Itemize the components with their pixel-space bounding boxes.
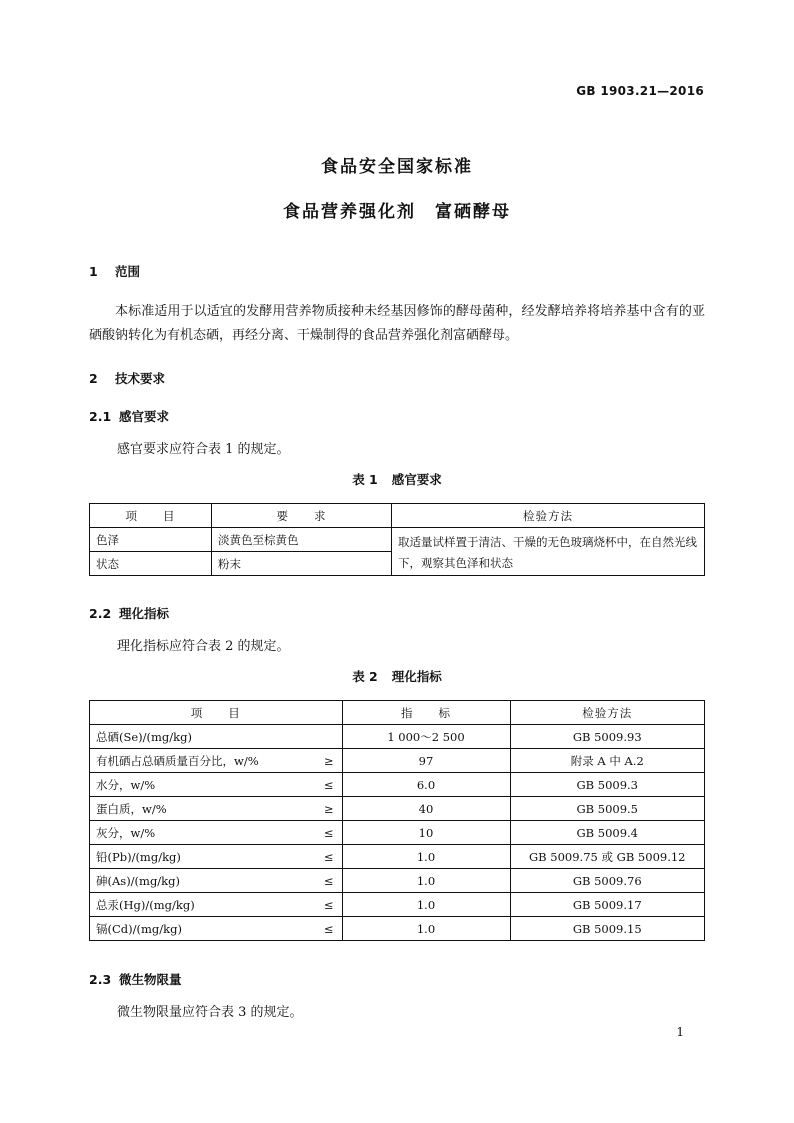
test-method-cell: GB 5009.5	[510, 797, 705, 821]
column-header: 指 标	[342, 701, 510, 725]
comparator-cell: ≤	[308, 893, 343, 917]
column-header: 项 目	[90, 504, 212, 528]
item-cell: 铅(Pb)/(mg/kg)	[90, 845, 308, 869]
section-2-3-heading	[89, 970, 182, 988]
section-1-paragraph: 本标准适用于以适宜的发酵用营养物质接种未经基因修饰的酵母菌种，经发酵培养将培养基中含有的亚硒酸钠转化为有机态硒，再经分离、干燥制得的食品营养强化剂富硒酵母。	[89, 304, 705, 343]
column-header: 检验方法	[392, 504, 705, 528]
item-cell: 镉(Cd)/(mg/kg)	[90, 917, 308, 941]
item-cell: 状态	[90, 552, 212, 576]
test-method-cell: GB 5009.4	[510, 821, 705, 845]
section-title: 技术要求	[115, 371, 166, 386]
value-cell: 10	[342, 821, 510, 845]
item-cell: 总硒(Se)/(mg/kg)	[90, 725, 308, 749]
comparator-cell: ≥	[308, 749, 343, 773]
table-header-row	[90, 504, 705, 528]
item-cell: 水分，w/%	[90, 773, 308, 797]
table-1-caption	[0, 470, 794, 488]
table-row	[90, 869, 705, 893]
sensory-requirements-table	[89, 503, 705, 576]
table-caption-text: 感官要求	[391, 472, 442, 487]
column-header: 项 目	[90, 701, 343, 725]
value-cell: 40	[342, 797, 510, 821]
table-row	[90, 725, 705, 749]
item-cell: 色泽	[90, 528, 212, 552]
section-title: 理化指标	[119, 606, 170, 621]
table-caption-text: 理化指标	[391, 669, 442, 684]
table-row	[90, 528, 705, 552]
test-method-cell: GB 5009.3	[510, 773, 705, 797]
item-cell: 灰分，w/%	[90, 821, 308, 845]
section-number: 1	[89, 264, 98, 279]
physicochemical-table	[89, 700, 705, 941]
section-2-3-paragraph: 微生物限量应符合表 3 的规定。	[117, 1005, 303, 1020]
item-cell: 蛋白质，w/%	[90, 797, 308, 821]
column-header: 检验方法	[510, 701, 705, 725]
table-row	[90, 773, 705, 797]
item-cell: 总汞(Hg)/(mg/kg)	[90, 893, 308, 917]
table-header-row	[90, 701, 705, 725]
comparator-cell: ≤	[308, 773, 343, 797]
document-subtitle: 食品营养强化剂 富硒酵母	[283, 202, 511, 222]
table-row	[90, 797, 705, 821]
section-2-1-heading	[89, 407, 169, 425]
document-title: 食品安全国家标准	[321, 157, 473, 177]
table-row	[90, 821, 705, 845]
test-method-cell: GB 5009.93	[510, 725, 705, 749]
section-number: 2	[89, 371, 98, 386]
section-title: 范围	[115, 264, 141, 279]
comparator-cell: ≤	[308, 917, 343, 941]
item-cell: 砷(As)/(mg/kg)	[90, 869, 308, 893]
test-method-cell: GB 5009.76	[510, 869, 705, 893]
value-cell: 1 000～2 500	[342, 725, 510, 749]
table-row	[90, 917, 705, 941]
table-row	[90, 749, 705, 773]
comparator-cell: ≤	[308, 869, 343, 893]
table-number: 表 1	[352, 472, 378, 487]
section-2-2-heading	[89, 604, 169, 622]
column-header: 要 求	[212, 504, 392, 528]
value-cell: 6.0	[342, 773, 510, 797]
value-cell: 1.0	[342, 917, 510, 941]
section-number: 2.1	[89, 409, 112, 424]
section-2-heading	[89, 369, 165, 387]
section-1-heading	[89, 262, 140, 280]
value-cell: 97	[342, 749, 510, 773]
section-title: 感官要求	[119, 409, 170, 424]
table-number: 表 2	[352, 669, 378, 684]
item-cell: 有机硒占总硒质量百分比，w/%	[90, 749, 308, 773]
test-method-cell: GB 5009.15	[510, 917, 705, 941]
comparator-cell: ≤	[308, 845, 343, 869]
test-method-cell: GB 5009.17	[510, 893, 705, 917]
value-cell: 1.0	[342, 869, 510, 893]
section-2-1-paragraph: 感官要求应符合表 1 的规定。	[117, 442, 290, 457]
standard-number: GB 1903.21—2016	[576, 84, 704, 98]
section-2-2-paragraph: 理化指标应符合表 2 的规定。	[117, 639, 290, 654]
requirement-cell: 粉末	[212, 552, 392, 576]
comparator-cell: ≥	[308, 797, 343, 821]
comparator-cell	[308, 725, 343, 749]
table-row	[90, 845, 705, 869]
section-number: 2.2	[89, 606, 112, 621]
value-cell: 1.0	[342, 845, 510, 869]
value-cell: 1.0	[342, 893, 510, 917]
requirement-cell: 淡黄色至棕黄色	[212, 528, 392, 552]
test-method-cell: GB 5009.75 或 GB 5009.12	[510, 845, 705, 869]
section-title: 微生物限量	[119, 972, 182, 987]
section-number: 2.3	[89, 972, 112, 987]
test-method-cell: 取适量试样置于清洁、干燥的无色玻璃烧杯中，在自然光线下，观察其色泽和状态	[392, 528, 705, 576]
table-2-caption	[0, 667, 794, 685]
test-method-cell: 附录 A 中 A.2	[510, 749, 705, 773]
page-number: 1	[676, 1025, 684, 1039]
table-row	[90, 893, 705, 917]
comparator-cell: ≤	[308, 821, 343, 845]
